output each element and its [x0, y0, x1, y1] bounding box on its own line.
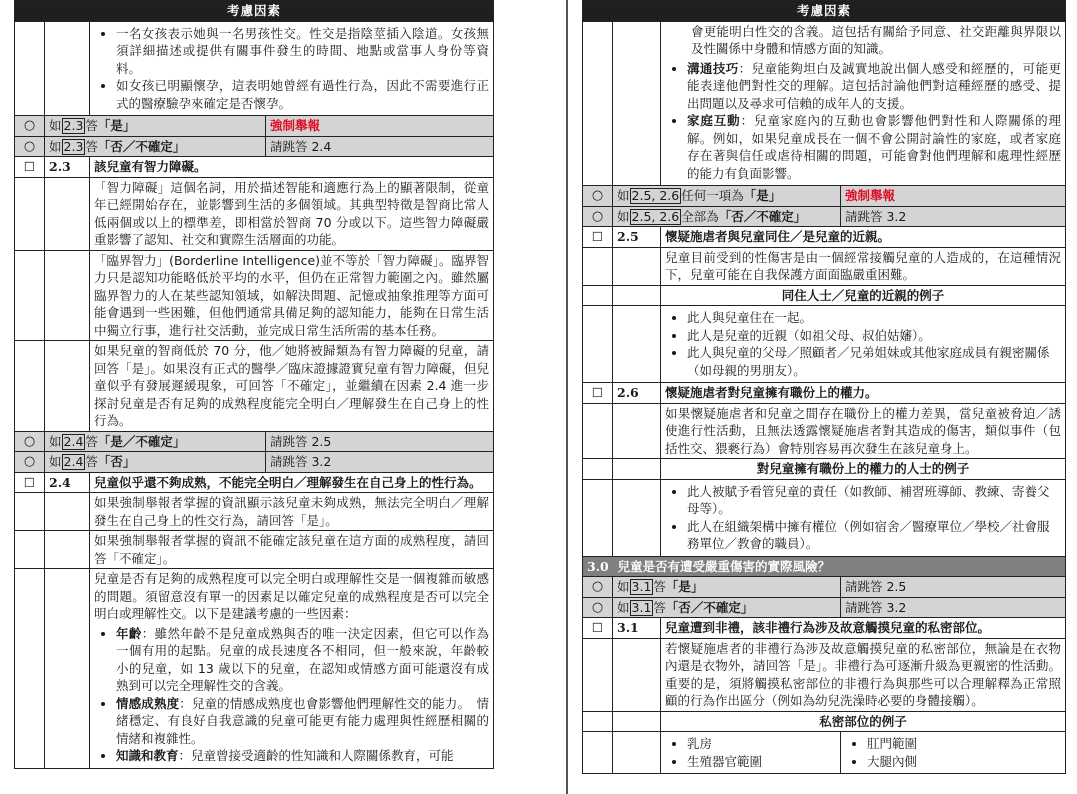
paragraph: 兒童是否有足夠的成熟程度可以完全明白或理解性交是一個複雜而敏感的問題。須留意沒有單一的因素足以確定兒童的成熟程度是否可以完全明白或理解性交。以下是建議考慮的一些因素：: [94, 571, 490, 621]
factor-bullet-list: [94, 625, 489, 765]
answer-row-yes[interactable]: ○ 如 2.5, 2.6 任何一項為「是」 強制舉報: [583, 186, 1066, 207]
table-header: 考慮因素: [583, 1, 1066, 22]
factor-title: 該兒童有智力障礙。: [90, 157, 494, 178]
factor-title: 兒童似乎還不夠成熟，不能完全明白／理解發生在自己身上的性行為。: [90, 472, 494, 493]
answer-row-no[interactable]: ○ 如 2.5, 2.6 全部為「否／不確定」 請跳答 3.2: [583, 206, 1066, 227]
radio-circle[interactable]: ○: [15, 452, 45, 473]
skip-instruction: 請跳答 3.2: [841, 206, 1066, 227]
list-item: • 年齡：雖然年齡不是兒童成熟與否的唯一決定因素，但它可以作為一個有用的起點。兒童的成長速度各不相同，但一般來說，年齡較小的兒童，如 13 歲以下的兒童，在認知或情感方面可能還沒有成熟到可以完全理解性交的含義。: [116, 625, 489, 695]
list-item: • 此人在組織架構中擁有權位（例如宿舍／醫療單位／學校／社會服務單位／教會的職員）。: [687, 518, 1061, 553]
paragraph: 「臨界智力」(Borderline Intelligence)並不等於「智力障礙」。臨界智力只是認知功能略低於平均的水平，但仍在正常智力範圍之內。雖然屬臨界智力的人在某些認知領域，如解決問題、記憶或抽象推理等方面可能會遇到一些困難，但他們通常具備足夠的認知能力，能夠在日常生活中獨立行事，進行社交活動，並完成日常生活所需的基本任務。: [90, 250, 494, 341]
ref-box: 2.4: [63, 454, 84, 469]
ref-box: 2.5, 2.6: [631, 188, 680, 203]
mandatory-report-label: 強制舉報: [270, 118, 321, 133]
considerations-table-right: [582, 0, 1066, 774]
radio-circle[interactable]: ○: [15, 136, 45, 157]
answer-row-yes[interactable]: ○ 如 2.4 答「是／不確定」 請跳答 2.5: [15, 431, 494, 452]
mandatory-report-label: 強制舉報: [845, 188, 896, 203]
list-item: • 此人是兒童的近親（如祖父母、叔伯姑嬸）。: [687, 327, 1061, 345]
ref-box: 2.5, 2.6: [631, 208, 680, 224]
factor-title: 懷疑施虐者對兒童擁有職份上的權力。: [661, 383, 1066, 404]
answer-row-yes[interactable]: ○ 如 3.1 答「是」 請跳答 2.5: [583, 577, 1066, 598]
radio-circle[interactable]: ○: [583, 577, 613, 598]
factor-number: 3.1: [613, 618, 661, 639]
factor-number: 2.5: [613, 227, 661, 248]
skip-instruction: 請跳答 3.2: [841, 597, 1066, 618]
checkbox[interactable]: ☐: [583, 383, 613, 404]
list-item: • 知識和教育：兒童曾接受適齡的性知識和人際關係教育，可能: [116, 747, 489, 765]
examples-subheading: 對兒童擁有職份上的權力的人士的例子: [661, 459, 1066, 480]
answer-row-no[interactable]: ○ 如 3.1 答「否／不確定」 請跳答 3.2: [583, 597, 1066, 618]
paragraph: 「智力障礙」這個名詞，用於描述智能和適應行為上的顯著限制，從童年已經開始存在，並影響到生活的多個領域。其典型特徵是智商比常人低兩個或以上的標準差，即相當於智商 70 分或以下。這些智力障礙嚴重影響了認知、社交和實際生活層面的功能。: [90, 177, 494, 250]
list-item: • 情感成熟度：兒童的情感成熟度也會影響他們理解性交的能力。 情緒穩定、有良好自我意識的兒童可能更有能力處理與性經歷相關的情緒和複雜性。: [116, 695, 489, 748]
radio-circle[interactable]: ○: [15, 116, 45, 137]
page-divider: [566, 0, 568, 794]
list-item: • 乳房: [687, 735, 836, 753]
list-item: • 生殖器官範圍: [687, 753, 836, 771]
answer-row-yes[interactable]: ○ 如 2.3 答「是」 強制舉報: [15, 116, 494, 137]
examples-list: [665, 309, 1061, 379]
paragraph: 兒童目前受到的性傷害是由一個經常接觸兒童的人造成的，在這種情況下，兒童可能在自我保護方面面臨嚴重困難。: [661, 247, 1066, 285]
section-title: 兒童是否有遭受嚴重傷害的實際風險？: [617, 558, 830, 574]
table-header: 考慮因素: [15, 1, 494, 22]
paragraph: 如果強制舉報者掌握的資訊不能確定該兒童在這方面的成熟程度，請回答「不確定」。: [90, 531, 494, 569]
ref-box: 3.1: [631, 599, 652, 615]
factor-number: 2.4: [45, 472, 90, 493]
checkbox[interactable]: ☐: [15, 157, 45, 178]
list-item: • 肛門範圍: [867, 735, 1061, 753]
paragraph: 如果強制舉報者掌握的資訊顯示該兒童未夠成熟，無法完全明白／理解發生在自己身上的性交行為，請回答「是」。: [90, 493, 494, 531]
examples-subheading: 私密部位的例子: [661, 711, 1066, 732]
examples-list: [665, 735, 836, 770]
checkbox[interactable]: ☐: [15, 472, 45, 493]
ref-box: 2.3: [63, 118, 84, 133]
list-item: • 大腿內側: [867, 753, 1061, 771]
checkbox[interactable]: ☐: [583, 618, 613, 639]
section-header: [583, 556, 1066, 577]
factor-bullet-list: [665, 60, 1061, 183]
list-item: • 一名女孩表示她與一名男孩性交。性交是指陰莖插入陰道。女孩無須詳細描述或提供有關事件發生的時間、地點或當事人身份等資料。: [116, 25, 489, 78]
examples-list: [845, 735, 1061, 770]
factor-number: 2.6: [613, 383, 661, 404]
factor-number: 2.3: [45, 157, 90, 178]
radio-circle[interactable]: ○: [583, 186, 613, 207]
paragraph: 會更能明白性交的含義。這包括有關給予同意、社交距離與界限以及性關係中身體和情感方面的知識。: [691, 23, 1062, 56]
paragraph: 若懷疑施虐者的非禮行為涉及故意觸摸兒童的私密部位，無論是在衣物內還是衣物外，請回答「是」。非禮行為可逐漸升級為更親密的性活動。重要的是，須將觸摸私密部位的非禮行為與那些可以合理解釋為正常照顧的行為作出區分（例如為幼兒洗澡時必要的身體接觸）。: [661, 638, 1066, 711]
skip-instruction: 請跳答 2.5: [841, 577, 1066, 598]
radio-circle[interactable]: ○: [583, 597, 613, 618]
list-item: • 溝通技巧：兒童能夠坦白及誠實地說出個人感受和經歷的，可能更能表達他們對性交的理解。這包括討論他們對這種經歷的感受、提出問題以及尋求可信賴的成年人的支援。: [687, 60, 1061, 113]
answer-row-no[interactable]: ○ 如 2.4 答「否」 請跳答 3.2: [15, 452, 494, 473]
list-item: • 如女孩已明顯懷孕，這表明她曾經有過性行為，因此不需要進行正式的醫療驗孕來確定是否懷孕。: [116, 77, 489, 112]
ref-box: 2.3: [63, 138, 84, 154]
answer-row-no[interactable]: ○ 如 2.3 答「否／不確定」 請跳答 2.4: [15, 136, 494, 157]
factor-title: 兒童遭到非禮，該非禮行為涉及故意觸摸兒童的私密部位。: [661, 618, 1066, 639]
paragraph: 如果兒童的智商低於 70 分，他／她將被歸類為有智力障礙的兒童，請回答「是」。如果沒有正式的醫學／臨床證據證實兒童有智力障礙，但兒童似乎有發展遲緩現象，可回答「不確定」，並繼續在因素 2.4 進一步探討兒童是否有足夠的成熟程度能完全明白／理解發生在自己身上的性行為。: [90, 341, 494, 432]
radio-circle[interactable]: ○: [15, 431, 45, 452]
list-item: • 此人被賦予看管兒童的責任（如教師、補習班導師、教練、寄養父母等）。: [687, 483, 1061, 518]
ref-box: 3.1: [631, 579, 652, 594]
radio-circle[interactable]: ○: [583, 206, 613, 227]
considerations-table-left: [14, 0, 494, 769]
skip-instruction: 請跳答 3.2: [266, 452, 494, 473]
section-number: 3.0: [587, 558, 609, 574]
paragraph: 如果懷疑施虐者和兒童之間存在職份上的權力差異，當兒童被脅迫／誘使進行性活動，且無法透露懷疑施虐者對其造成的傷害，類似事件（包括性交、猥褻行為）會特別容易再次發生在該兒童身上。: [661, 403, 1066, 459]
skip-instruction: 請跳答 2.5: [266, 431, 494, 452]
skip-instruction: 請跳答 2.4: [266, 136, 494, 157]
list-item: • 家庭互動：兒童家庭內的互動也會影響他們對性和人際關係的理解。例如，如果兒童成長在一個不會公開討論性的家庭，或者家庭存在著與信任或虐待相關的問題，可能會對他們理解和處理性經歷的能力有負面影響。: [687, 112, 1061, 182]
checkbox[interactable]: ☐: [583, 227, 613, 248]
continued-bullet-list: [94, 25, 489, 113]
examples-subheading: 同住人士／兒童的近親的例子: [661, 285, 1066, 306]
list-item: • 此人與兒童住在一起。: [687, 309, 1061, 327]
factor-title: 懷疑施虐者與兒童同住／是兒童的近親。: [661, 227, 1066, 248]
examples-list: [665, 483, 1061, 553]
ref-box: 2.4: [63, 433, 84, 449]
list-item: • 此人與兒童的父母／照顧者／兄弟姐妹或其他家庭成員有親密關係（如母親的男朋友）。: [687, 344, 1061, 379]
right-page: [572, 0, 1077, 794]
